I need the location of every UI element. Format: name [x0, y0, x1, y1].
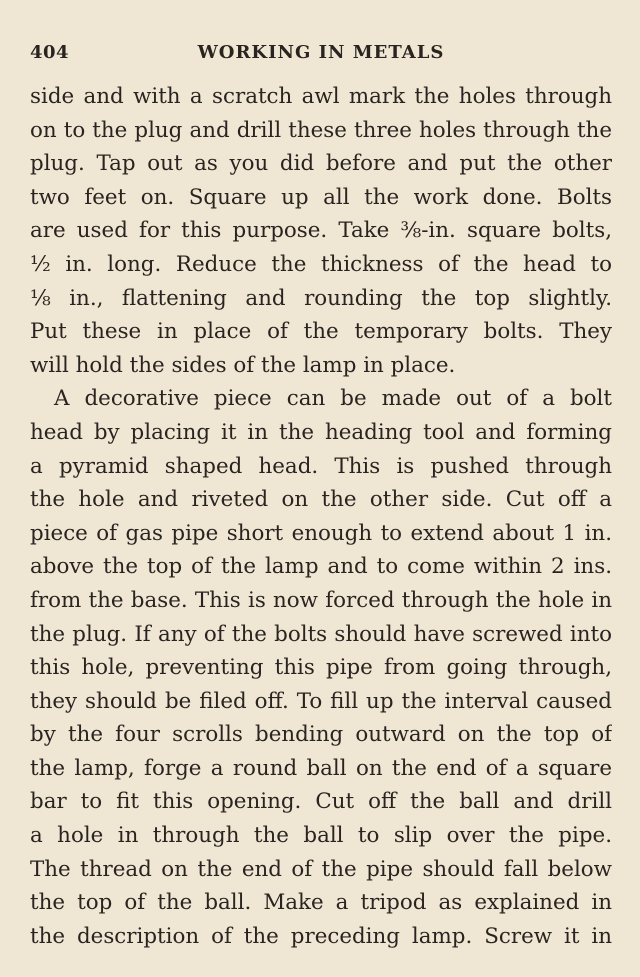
text-line: the top of the ball. Make a tripod as explained in [30, 890, 612, 916]
text-line: above the top of the lamp and to come within 2 ins. [30, 554, 612, 580]
body-text [30, 80, 612, 953]
page-header [30, 42, 612, 72]
text-line: on to the plug and drill these three holes through the [30, 117, 612, 143]
text-line: bar to fit this opening. Cut off the ball and drill [30, 789, 612, 815]
text-line: Put these in place of the temporary bolts. They [30, 319, 612, 345]
text-line: they should be filed off. To fill up the interval caused [30, 688, 612, 714]
text-line: side and with a scratch awl mark the holes through [30, 84, 612, 109]
text-line: the plug. If any of the bolts should have screwed into [30, 621, 612, 647]
text-line: this hole, preventing this pipe from going through, [30, 655, 612, 681]
running-head: WORKING IN METALS [197, 42, 445, 63]
text-line: are used for this purpose. Take ⅜-in. square bolts, [30, 218, 612, 244]
text-line: the description of the preceding lamp. Screw it in [30, 923, 612, 949]
text-line: head by placing it in the heading tool and forming [30, 419, 612, 445]
text-line: a pyramid shaped head. This is pushed through [30, 453, 612, 479]
text-line: piece of gas pipe short enough to extend about 1 in. [30, 520, 612, 546]
text-line: ⅛ in., flattening and rounding the top slightly. [30, 285, 612, 311]
text-line: by the four scrolls bending outward on the top of [30, 722, 612, 748]
text-line: The thread on the end of the pipe should fall below [30, 856, 612, 882]
text-line: two feet on. Square up all the work done. Bolts [30, 184, 612, 210]
text-line: the hole and riveted on the other side. Cut off a [30, 487, 612, 513]
text-line: from the base. This is now forced through the hole in [30, 587, 612, 613]
text-line: plug. Tap out as you did before and put the other [30, 151, 612, 177]
paragraph-end-line: will hold the sides of the lamp in place. [30, 352, 456, 378]
text-line: the lamp, forge a round ball on the end of a square [30, 755, 612, 781]
text-line: a hole in through the ball to slip over the pipe. [30, 823, 612, 849]
page-number: 404 [30, 42, 70, 63]
paragraph-start-line: A decorative piece can be made out of a bolt [54, 386, 612, 412]
text-line: ½ in. long. Reduce the thickness of the head to [30, 251, 612, 277]
